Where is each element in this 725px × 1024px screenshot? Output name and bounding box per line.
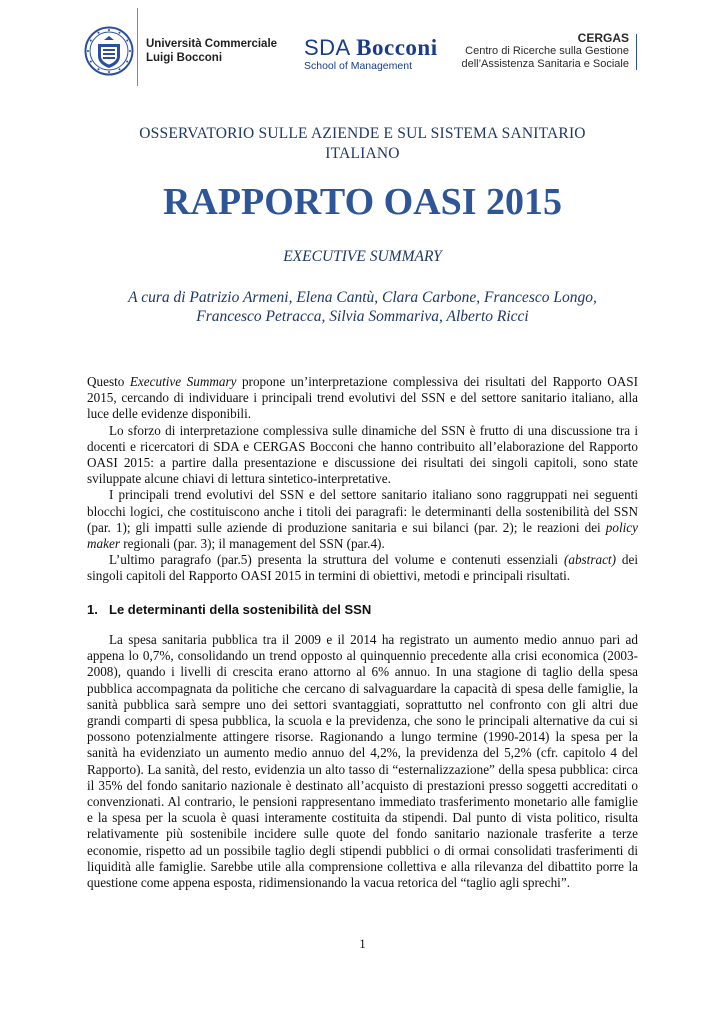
section-title: Le determinanti della sostenibilità del SSN (109, 602, 372, 617)
intro-paragraph-2: Lo sforzo di interpretazione complessiva sulle dinamiche del SSN è frutto di una discussione tra i docenti e ricercatori di SDA e CERGAS Bocconi che hanno contribuito all’elaborazione del Rapporto OASI 2015: a partire dalla presentazione e discussione dei risultati dei singoli capitoli, sono state sviluppate alcune chiavi di lettura sintetico-interpretative. (87, 422, 638, 487)
observatory-line2: ITALIANO (325, 145, 400, 162)
section-paragraph: La spesa sanitaria pubblica tra il 2009 e il 2014 ha registrato un aumento medio annuo pari ad appena lo 0,7%, consolidando un trend opposto al quinquennio precedente alla crisi economica (2003-2008), quando i livelli di crescita erano attorno al 6% annuo. In una stagione di taglio della spesa pubblica accompagnata da politiche che cercano di salvaguardare la capacità di spesa delle famiglie, la sanità pubblica sarà sempre uno dei settori svantaggiati, soprattutto nel confronto con gli altri due grandi comparti di spesa pubblica, la scuola e la previdenza, che sono le principali alternative da cui si possono potenzialmente attingere risorse. Ragionando a lungo termine (1990-2014) la spesa per la sanità ha evidenziato un aumento medio annuo del 4,2%, la previdenza del 5,2% (cfr. capitolo 4 del Rapporto). La sanità, del resto, evidenzia un alto tasso di “esternalizzazione” della spesa pubblica: circa il 35% del fondo sanitario nazionale è destinato all’acquisto di prestazioni presso soggetti accreditati o convenzionati. Al contrario, le pensioni rappresentano immediato trasferimento monetario alle famiglie e la spesa per la scuola è quasi interamente costituita da stipendi. Dal punto di vista politico, risulta relativamente più sostenibile incidere sulle quote del fondo sanitario nazionale trasferite a terze economie, rispetto ad un possibile taglio degli stipendi pubblici o di ormai consolidati trasferimenti di liquidità alle famiglie. Sarebbe utile alla comprensione collettiva e alla rilevanza del dibattito porre la questione come appena esposta, ridimensionando la vacua retorica del “taglio agli sprechi”. (87, 632, 638, 891)
editors-line2: Francesco Petracca, Silvia Sommariva, Alberto Ricci (196, 308, 529, 325)
intro-paragraph-1: Questo Executive Summary propone un’interpretazione complessiva dei risultati del Rapporto OASI 2015, cercando di individuare i principali trend evolutivi del SSN e del settore sanitario italiano, alla luce delle evidenze disponibili. (87, 374, 638, 422)
sda-bocconi-logo (304, 36, 438, 72)
page-subtitle: EXECUTIVE SUMMARY (283, 248, 442, 265)
intro-text (87, 374, 638, 585)
intro-paragraph-3: I principali trend evolutivi del SSN e del settore sanitario italiano sono raggruppati nei seguenti blocchi logici, che costituiscono anche i titoli dei paragrafi: le determinanti della sostenibilità del SSN (par. 1); gli impatti sulle aziende di produzione sanitaria e sui bilanci (par. 2); le reazioni dei policy maker regionali (par. 3); il management del SSN (par.4). (87, 487, 638, 552)
sda-word: SDA (304, 35, 350, 60)
university-name (146, 38, 277, 65)
sda-subtitle: School of Management (304, 60, 412, 72)
cergas-line2: dell’Assistenza Sanitaria e Sociale (461, 58, 629, 70)
observatory-line1: OSSERVATORIO SULLE AZIENDE E SUL SISTEMA SANITARIO (139, 125, 586, 142)
header-divider (137, 8, 138, 86)
cergas-line1: Centro di Ricerche sulla Gestione (465, 45, 629, 57)
cergas-title: CERGAS (577, 31, 629, 45)
bocconi-seal-logo (84, 26, 134, 76)
section-number: 1. (87, 602, 98, 617)
editors (80, 288, 645, 326)
observatory-heading (80, 124, 645, 164)
page-number: 1 (359, 936, 366, 951)
section-heading (87, 602, 638, 617)
editors-line1: A cura di Patrizio Armeni, Elena Cantù, Clara Carbone, Francesco Longo, (128, 289, 597, 306)
intro-paragraph-4: L’ultimo paragrafo (par.5) presenta la struttura del volume e contenuti essenziali (abstract) dei singoli capitoli del Rapporto OASI 2015 in termini di obiettivi, metodi e principali risultati. (87, 552, 638, 584)
section-text (87, 632, 638, 891)
cergas-logo (461, 32, 629, 71)
university-name-line2: Luigi Bocconi (146, 51, 223, 64)
bocconi-word: Bocconi (356, 35, 438, 60)
page-title: RAPPORTO OASI 2015 (162, 181, 563, 223)
university-name-line1: Università Commerciale (146, 38, 278, 50)
cergas-divider (636, 34, 637, 70)
